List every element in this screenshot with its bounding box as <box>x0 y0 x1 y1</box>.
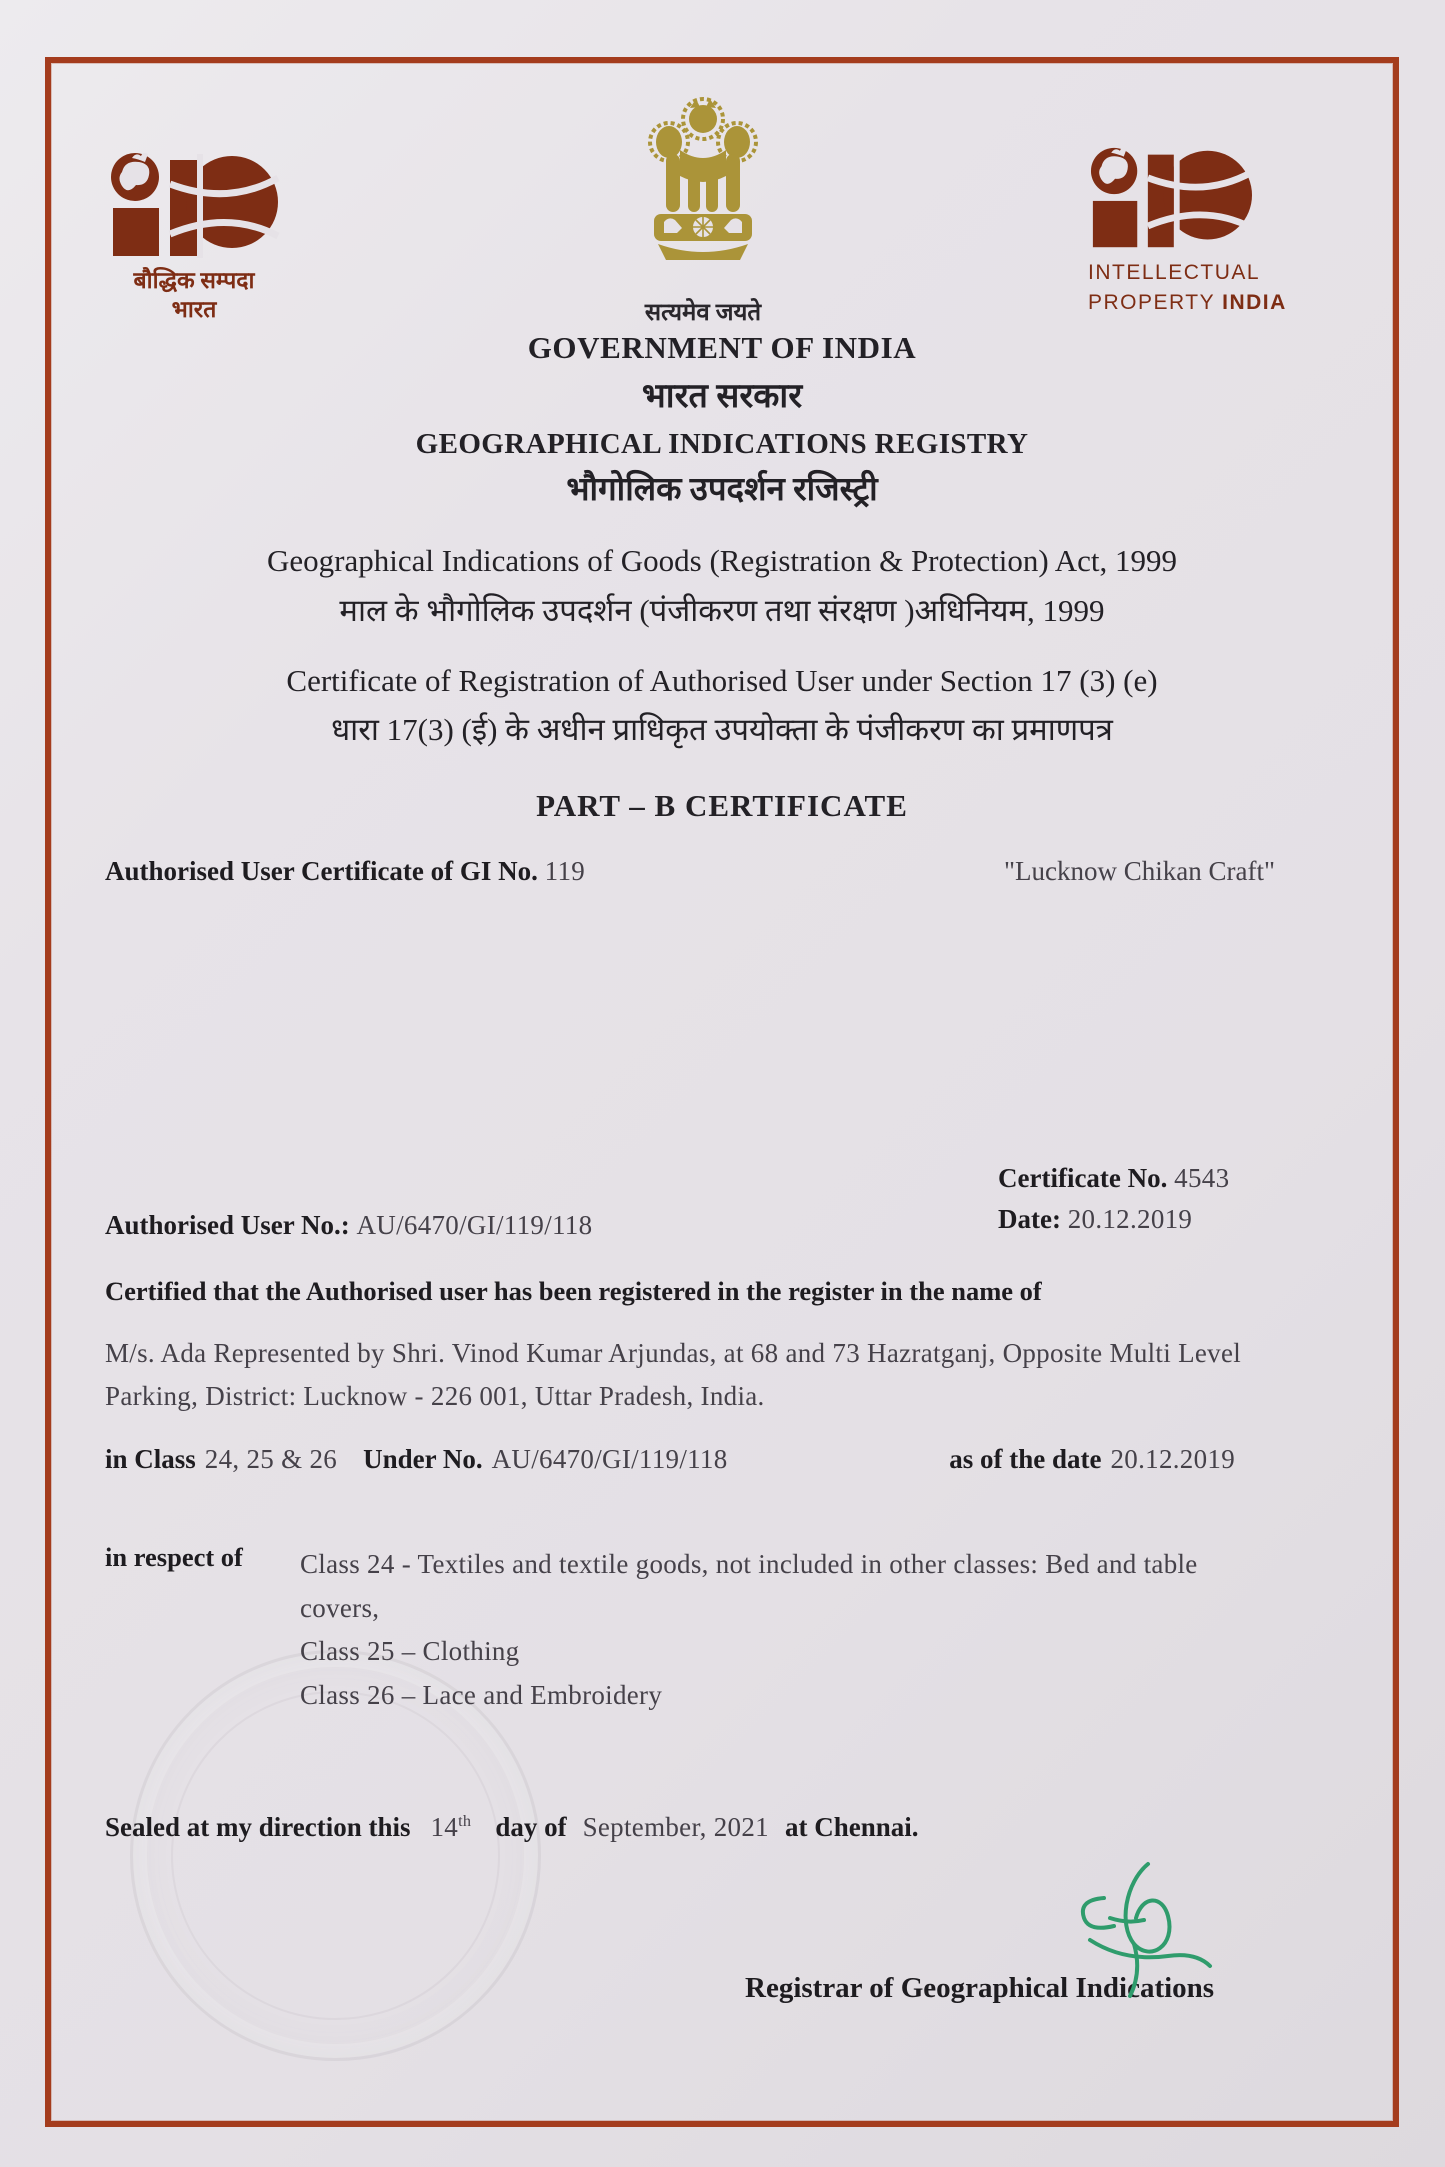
under-no-label: Under No. <box>363 1444 483 1474</box>
ip-india-logo-left <box>98 150 290 325</box>
ip-logo-icon <box>108 150 280 262</box>
classes-list <box>300 1543 1260 1718</box>
part-b-title: PART – B CERTIFICATE <box>536 788 908 823</box>
sealed-day-of: day of <box>495 1812 567 1842</box>
authorised-user-number-row <box>105 1210 592 1241</box>
gi-number-row <box>105 856 1275 887</box>
certificate-number-line <box>998 1158 1229 1199</box>
certified-statement: Certified that the Authorised user has been registered in the register in the name of <box>105 1276 1042 1306</box>
caption-line-2: भारत <box>171 296 217 322</box>
certificate-no-value: 4543 <box>1174 1163 1230 1193</box>
class-24-item: Class 24 - Textiles and textile goods, not included in other classes: Bed and table covers, <box>300 1549 1198 1623</box>
caption-line-2 <box>1088 288 1318 318</box>
class-row <box>105 1444 1235 1475</box>
sealed-place: at Chennai. <box>784 1812 919 1842</box>
authorised-user-no-value: AU/6470/GI/119/118 <box>356 1210 593 1240</box>
emblem-motto: सत्यमेव जयते <box>644 300 762 326</box>
in-class-label: in Class <box>105 1444 196 1474</box>
signature-icon <box>1030 1852 1230 2012</box>
act-line-hindi: माल के भौगोलिक उपदर्शन (पंजीकरण तथा संरक्षण )अधिनियम, 1999 <box>339 593 1105 628</box>
as-of-date-label: as of the date <box>949 1444 1102 1474</box>
ip-india-logo-right <box>1088 145 1318 319</box>
caption-line-1: INTELLECTUAL <box>1088 261 1261 284</box>
gi-name: "Lucknow Chikan Craft" <box>1004 856 1275 886</box>
ip-logo-caption-english <box>1088 258 1318 319</box>
india-text: INDIA <box>1222 291 1287 315</box>
in-respect-of-label: in respect of <box>105 1542 243 1572</box>
embossed-seal-inner-ring <box>171 1691 500 2020</box>
gi-number-value: 119 <box>544 856 586 886</box>
class-25-item: Class 25 – Clothing <box>300 1636 520 1667</box>
under-no-value: AU/6470/GI/119/118 <box>491 1444 728 1474</box>
government-of-india-title: GOVERNMENT OF INDIA <box>527 330 917 365</box>
date-line <box>998 1199 1229 1240</box>
ordinal-suffix: th <box>458 1812 472 1830</box>
certificate-no-label: Certificate No. <box>998 1163 1168 1193</box>
certificate-number-block <box>998 1158 1229 1239</box>
property-text: PROPERTY <box>1088 291 1215 315</box>
sealed-day: 14th <box>430 1812 472 1842</box>
holder-details: M/s. Ada Represented by Shri. Vinod Kumar Arjundas, at 68 and 73 Hazratganj, Opposite Multi Level Parking, District: Lucknow - 226 001, Uttar Pradesh, India. <box>105 1338 1242 1411</box>
gi-number-left <box>105 856 585 887</box>
sealed-month: September, 2021 <box>582 1812 769 1842</box>
date-label: Date: <box>998 1203 1061 1234</box>
national-emblem <box>628 92 778 328</box>
in-class-value: 24, 25 & 26 <box>204 1444 338 1474</box>
gi-registry-hindi: भौगोलिक उपदर्शन रजिस्ट्री <box>566 472 878 508</box>
ip-logo-caption-hindi <box>98 267 290 325</box>
ip-logo-icon <box>1088 145 1254 253</box>
government-of-india-hindi: भारत सरकार <box>641 378 803 415</box>
gi-label: Authorised User Certificate of GI No. <box>105 856 538 886</box>
registrar-title: Registrar of Geographical Indications <box>745 1972 1215 2004</box>
caption-line-1: बौद्धिक सम्पदा <box>133 268 255 293</box>
ashoka-lion-capital-icon <box>638 92 768 288</box>
authorised-user-no-label: Authorised User No.: <box>105 1210 350 1240</box>
class-26-item: Class 26 – Lace and Embroidery <box>300 1680 663 1711</box>
certificate-section-line-english: Certificate of Registration of Authorised User under Section 17 (3) (e) <box>286 663 1158 698</box>
sealed-statement-row <box>105 1812 919 1843</box>
sealed-prefix: Sealed at my direction this <box>105 1812 411 1842</box>
certificate-section-line-hindi: धारा 17(3) (ई) के अधीन प्राधिकृत उपयोक्ता के पंजीकरण का प्रमाणपत्र <box>331 712 1113 747</box>
as-of-date-value: 20.12.2019 <box>1110 1444 1235 1474</box>
registrar-signature <box>1030 1852 1230 2017</box>
date-value: 20.12.2019 <box>1067 1203 1193 1234</box>
gi-registry-title: GEOGRAPHICAL INDICATIONS REGISTRY <box>415 428 1029 460</box>
act-line-english: Geographical Indications of Goods (Registration & Protection) Act, 1999 <box>266 543 1177 578</box>
